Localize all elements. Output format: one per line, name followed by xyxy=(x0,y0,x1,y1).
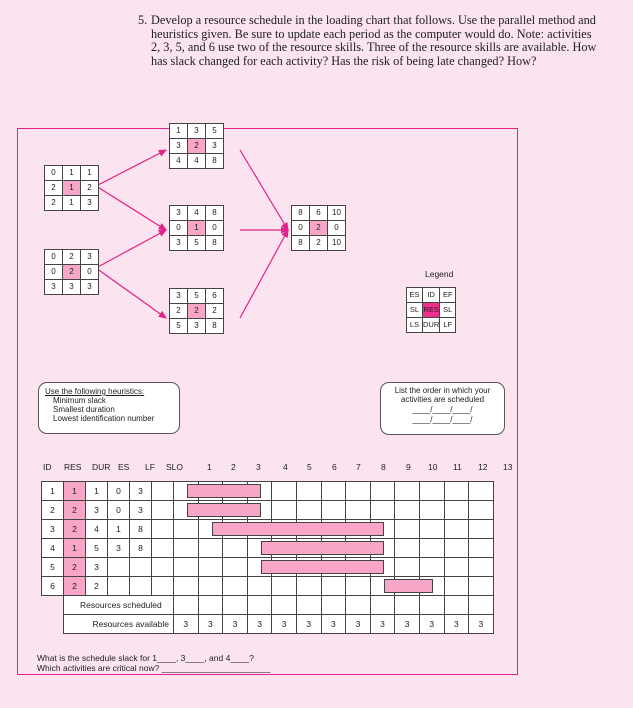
period-cell[interactable] xyxy=(247,577,272,596)
cell-dur: 2 xyxy=(86,577,108,596)
period-cell[interactable] xyxy=(346,482,371,501)
footer-questions xyxy=(37,654,270,673)
resources-available-row xyxy=(42,615,494,634)
resources-scheduled-cell[interactable] xyxy=(174,596,199,615)
period-cell[interactable] xyxy=(419,558,444,577)
network-node-5: 3 5 6 2 2 2 5 3 8 xyxy=(169,288,224,334)
answer-blank[interactable]: ____ xyxy=(230,653,250,663)
cell-res: 2 xyxy=(64,501,86,520)
period-cell[interactable] xyxy=(223,577,248,596)
cell-res: 2 xyxy=(64,558,86,577)
heuristic-item: Lowest identification number xyxy=(53,414,155,423)
loading-chart-row xyxy=(42,482,494,501)
network-node-2: 1 3 5 3 2 3 4 4 8 xyxy=(169,123,224,169)
loading-chart-row xyxy=(42,501,494,520)
period-cell[interactable] xyxy=(419,501,444,520)
period-cell[interactable] xyxy=(198,558,223,577)
resources-scheduled-cell[interactable] xyxy=(395,596,420,615)
loading-chart xyxy=(41,481,494,634)
resources-available-cell: 3 xyxy=(198,615,223,634)
period-cell[interactable] xyxy=(198,577,223,596)
resources-scheduled-cell[interactable] xyxy=(223,596,248,615)
arrow-1-3 xyxy=(96,186,166,230)
cell-dur: 3 xyxy=(86,558,108,577)
period-header: 2 xyxy=(231,462,236,472)
legend-title: Legend xyxy=(425,269,454,279)
period-cell[interactable] xyxy=(395,520,420,539)
period-cell[interactable] xyxy=(469,520,494,539)
resources-scheduled-label: Resources scheduled xyxy=(64,596,174,615)
resources-scheduled-cell[interactable] xyxy=(296,596,321,615)
legend-node: ES ID EF SL RES SL LS DUR LF xyxy=(406,287,456,333)
period-cell[interactable] xyxy=(395,482,420,501)
footer-q1c: , and 4 xyxy=(204,653,231,663)
schedule-order-box xyxy=(380,382,505,435)
period-cell[interactable] xyxy=(419,539,444,558)
cell-slo[interactable] xyxy=(152,539,174,558)
period-cell[interactable] xyxy=(419,520,444,539)
resources-scheduled-cell[interactable] xyxy=(370,596,395,615)
period-header: 3 xyxy=(256,462,261,472)
period-cell[interactable] xyxy=(174,577,199,596)
period-cell[interactable] xyxy=(469,577,494,596)
resources-available-cell: 3 xyxy=(395,615,420,634)
answer-blank[interactable]: ____ xyxy=(185,653,205,663)
cell-slo[interactable] xyxy=(152,558,174,577)
resources-scheduled-cell[interactable] xyxy=(198,596,223,615)
footer-q1b: , 3 xyxy=(175,653,186,663)
cell-lf xyxy=(130,558,152,577)
period-cell[interactable] xyxy=(444,520,469,539)
footer-q2: Which activities are critical now? xyxy=(37,662,160,673)
schedule-order-line[interactable]: ____/____/____/ xyxy=(412,405,473,414)
period-cell[interactable] xyxy=(469,558,494,577)
cell-es: 0 xyxy=(108,482,130,501)
period-header: 1 xyxy=(207,462,212,472)
resources-available-cell: 3 xyxy=(444,615,469,634)
period-cell[interactable] xyxy=(395,558,420,577)
period-cell[interactable] xyxy=(419,482,444,501)
network-node-3: 3 4 8 0 1 0 3 5 8 xyxy=(169,205,224,251)
resources-scheduled-cell[interactable] xyxy=(272,596,297,615)
network-node-6: 8 6 10 0 2 0 8 2 10 xyxy=(291,205,346,251)
col-header-lf: LF xyxy=(145,462,155,472)
period-cell[interactable] xyxy=(469,482,494,501)
activity-bar[interactable] xyxy=(261,541,384,555)
cell-slo[interactable] xyxy=(152,577,174,596)
cell-res: 2 xyxy=(64,520,86,539)
period-cell[interactable] xyxy=(395,539,420,558)
period-cell[interactable] xyxy=(370,482,395,501)
period-header: 6 xyxy=(332,462,337,472)
schedule-order-title: List the order in which your activities are scheduled xyxy=(394,386,491,404)
period-header: 9 xyxy=(406,462,411,472)
period-cell[interactable] xyxy=(444,539,469,558)
question-body: Develop a resource schedule in the loading chart that follows. Use the parallel method and heuristics given. Be sure to update each period as the computer would do. Note: activities 2, 3, 5, and 6 use two of the resource skills. Three of the resource skills are available. How has slack changed for each activity? Has the risk of being late changed? How? xyxy=(151,13,597,68)
resources-available-cell: 3 xyxy=(174,615,199,634)
footer-q1d: ? xyxy=(249,653,254,663)
cell-lf: 8 xyxy=(130,539,152,558)
arrow-5-6 xyxy=(240,230,288,318)
heuristics-title: Use the following heuristics: xyxy=(45,387,145,396)
period-cell[interactable] xyxy=(296,577,321,596)
resources-scheduled-cell[interactable] xyxy=(346,596,371,615)
cell-id: 6 xyxy=(42,577,64,596)
cell-id: 3 xyxy=(42,520,64,539)
cell-id: 1 xyxy=(42,482,64,501)
resources-scheduled-row xyxy=(42,596,494,615)
activity-bar[interactable] xyxy=(384,579,433,593)
cell-es: 1 xyxy=(108,520,130,539)
period-header: 8 xyxy=(381,462,386,472)
period-cell[interactable] xyxy=(346,577,371,596)
answer-blank[interactable]: ____ xyxy=(157,653,176,663)
arrow-1-2 xyxy=(96,150,166,186)
period-header: 12 xyxy=(478,462,488,472)
resources-available-cell: 3 xyxy=(247,615,272,634)
period-header: 4 xyxy=(283,462,288,472)
period-header: 7 xyxy=(356,462,361,472)
period-header: 11 xyxy=(453,462,462,472)
resources-available-cell: 3 xyxy=(469,615,494,634)
period-cell[interactable] xyxy=(198,539,223,558)
resources-available-cell: 3 xyxy=(370,615,395,634)
cell-res: 2 xyxy=(64,577,86,596)
activity-bar[interactable] xyxy=(261,560,384,574)
period-cell[interactable] xyxy=(321,577,346,596)
cell-lf: 3 xyxy=(130,482,152,501)
cell-id: 2 xyxy=(42,501,64,520)
period-cell[interactable] xyxy=(444,558,469,577)
period-cell[interactable] xyxy=(174,539,199,558)
col-header-res: RES xyxy=(64,462,82,472)
period-cell[interactable] xyxy=(296,482,321,501)
cell-slo[interactable] xyxy=(152,520,174,539)
period-cell[interactable] xyxy=(444,482,469,501)
arrow-4-3 xyxy=(96,230,166,268)
cell-es: 3 xyxy=(108,539,130,558)
resources-scheduled-cell[interactable] xyxy=(247,596,272,615)
resources-available-label: Resources available xyxy=(64,615,174,634)
period-header: 5 xyxy=(307,462,312,472)
period-cell[interactable] xyxy=(174,520,199,539)
period-cell[interactable] xyxy=(174,558,199,577)
col-header-id: ID xyxy=(43,462,52,472)
period-cell[interactable] xyxy=(272,577,297,596)
cell-dur: 5 xyxy=(86,539,108,558)
cell-lf: 3 xyxy=(130,501,152,520)
heuristics-box xyxy=(38,382,180,434)
period-cell[interactable] xyxy=(223,558,248,577)
period-cell[interactable] xyxy=(296,501,321,520)
question-number: 5. xyxy=(138,13,148,27)
network-node-4: 0 2 3 0 2 0 3 3 3 xyxy=(44,249,99,295)
cell-slo[interactable] xyxy=(152,482,174,501)
period-cell[interactable] xyxy=(444,501,469,520)
period-cell[interactable] xyxy=(346,501,371,520)
resources-scheduled-cell[interactable] xyxy=(469,596,494,615)
col-header-dur: DUR xyxy=(92,462,111,472)
resources-scheduled-cell[interactable] xyxy=(321,596,346,615)
period-header: 13 xyxy=(503,462,513,472)
cell-lf: 8 xyxy=(130,520,152,539)
answer-blank[interactable]: _______________________ xyxy=(159,662,271,673)
period-cell[interactable] xyxy=(272,501,297,520)
cell-lf xyxy=(130,577,152,596)
resources-scheduled-cell[interactable] xyxy=(444,596,469,615)
heuristic-item: Minimum slack xyxy=(53,396,106,405)
resources-scheduled-cell[interactable] xyxy=(419,596,444,615)
period-cell[interactable] xyxy=(321,482,346,501)
resources-available-cell: 3 xyxy=(223,615,248,634)
period-cell[interactable] xyxy=(272,482,297,501)
activity-bar[interactable] xyxy=(212,522,384,536)
cell-dur: 4 xyxy=(86,520,108,539)
cell-res: 1 xyxy=(64,539,86,558)
schedule-order-line[interactable]: ____/____/____/ xyxy=(412,415,473,424)
arrow-4-5 xyxy=(96,268,166,318)
cell-res: 1 xyxy=(64,482,86,501)
arrow-2-6 xyxy=(240,150,288,230)
cell-dur: 3 xyxy=(86,501,108,520)
period-cell[interactable] xyxy=(469,539,494,558)
cell-es: 0 xyxy=(108,501,130,520)
cell-slo[interactable] xyxy=(152,501,174,520)
heuristic-item: Smallest duration xyxy=(53,405,115,414)
resources-available-cell: 3 xyxy=(419,615,444,634)
resources-available-cell: 3 xyxy=(296,615,321,634)
period-cell[interactable] xyxy=(395,501,420,520)
cell-es xyxy=(108,577,130,596)
activity-bar[interactable] xyxy=(187,484,261,498)
activity-bar[interactable] xyxy=(187,503,261,517)
resources-available-cell: 3 xyxy=(272,615,297,634)
cell-id: 4 xyxy=(42,539,64,558)
period-cell[interactable] xyxy=(370,501,395,520)
footer-q1a: What is the schedule slack for 1 xyxy=(37,653,158,663)
resources-available-cell: 3 xyxy=(346,615,371,634)
period-cell[interactable] xyxy=(321,501,346,520)
cell-dur: 1 xyxy=(86,482,108,501)
resources-available-cell: 3 xyxy=(321,615,346,634)
period-header: 10 xyxy=(428,462,438,472)
cell-es xyxy=(108,558,130,577)
period-cell[interactable] xyxy=(444,577,469,596)
period-cell[interactable] xyxy=(469,501,494,520)
col-header-slo: SLO xyxy=(166,462,184,472)
period-cell[interactable] xyxy=(223,539,248,558)
cell-id: 5 xyxy=(42,558,64,577)
network-node-1: 0 1 1 2 1 2 2 1 3 xyxy=(44,165,99,211)
col-header-es: ES xyxy=(118,462,130,472)
